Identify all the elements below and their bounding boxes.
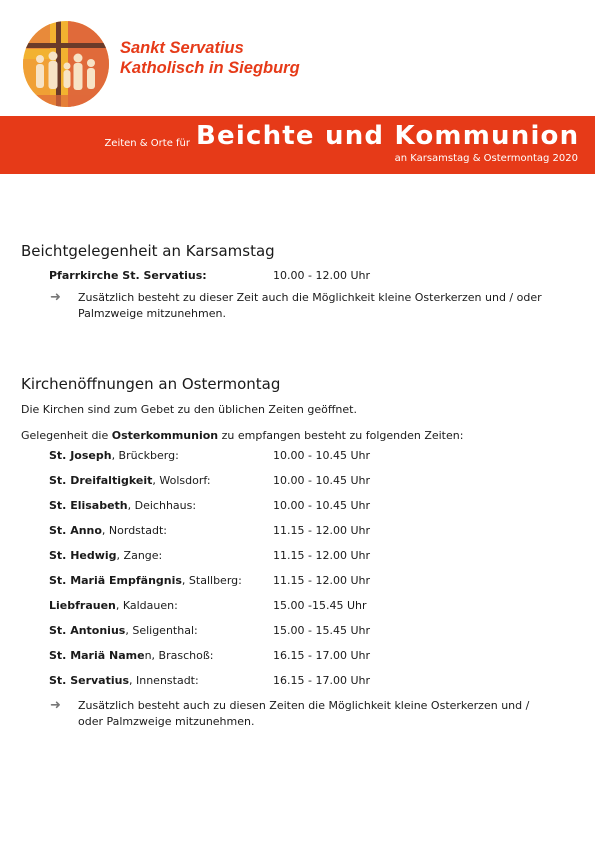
banner-subtitle: an Karsamstag & Ostermontag 2020 [394,153,578,164]
banner-prefix: Zeiten & Orte für [104,138,190,149]
time-range: 11.15 - 12.00 Uhr [273,574,370,587]
time-range: 15.00 - 15.45 Uhr [273,624,370,637]
parish-logo-icon [20,19,112,109]
organization-line-1: Sankt Servatius [120,39,244,57]
schedule-row [49,474,370,490]
church-name: Liebfrauen, Kaldauen: [49,599,178,612]
time-range: 16.15 - 17.00 Uhr [273,674,370,687]
church-name: St. Servatius, Innenstadt: [49,674,199,687]
time-range: 10.00 - 10.45 Uhr [273,474,370,487]
time-range: 10.00 - 10.45 Uhr [273,499,370,512]
church-name: St. Mariä Empfängnis, Stallberg: [49,574,242,587]
schedule-row [49,649,370,665]
schedule-row [49,449,370,465]
church-name: St. Hedwig, Zange: [49,549,163,562]
church-name: St. Dreifaltigkeit, Wolsdorf: [49,474,211,487]
note-text: Zusätzlich besteht auch zu diesen Zeiten die Möglichkeit kleine Osterkerzen und / oder Palmzweige mitzunehmen. [78,699,530,728]
arrow-right-icon: ➜ [50,290,61,305]
note-karsamstag [50,290,550,322]
time-range: 11.15 - 12.00 Uhr [273,549,370,562]
schedule-row [49,624,370,640]
schedule-row [49,499,370,515]
time-range: 11.15 - 12.00 Uhr [273,524,370,537]
schedule-row [49,549,370,565]
intro-text: Die Kirchen sind zum Gebet zu den üblichen Zeiten geöffnet. [21,403,357,416]
note-ostermontag [50,698,550,730]
time-range: 16.15 - 17.00 Uhr [273,649,370,662]
time-range: 10.00 - 10.45 Uhr [273,449,370,462]
church-name: St. Elisabeth, Deichhaus: [49,499,197,512]
title-banner [0,116,595,174]
page-title: Beichte und Kommunion [196,121,580,151]
section-heading-ostermontag: Kirchenöffnungen an Ostermontag [21,375,281,393]
church-name: Pfarrkirche St. Servatius: [49,269,207,282]
church-name: St. Mariä Namen, Braschoß: [49,649,214,662]
section-heading-karsamstag: Beichtgelegenheit an Karsamstag [21,242,275,260]
schedule-row [49,599,367,615]
schedule-row [49,574,370,590]
church-name: St. Joseph, Brückberg: [49,449,179,462]
schedule-row [49,674,370,690]
time-range: 15.00 -15.45 Uhr [273,599,367,612]
time-range: 10.00 - 12.00 Uhr [273,269,370,282]
communion-intro: Gelegenheit die Osterkommunion zu empfangen besteht zu folgenden Zeiten: [21,429,464,442]
schedule-row [49,524,370,540]
church-name: St. Antonius, Seligenthal: [49,624,198,637]
schedule-row [49,269,370,285]
arrow-right-icon: ➜ [50,698,61,713]
organization-line-2: Katholisch in Siegburg [120,59,300,77]
note-text: Zusätzlich besteht zu dieser Zeit auch die Möglichkeit kleine Osterkerzen und / oder Palmzweige mitzunehmen. [78,291,542,320]
church-name: St. Anno, Nordstadt: [49,524,167,537]
organization-name [120,38,300,78]
